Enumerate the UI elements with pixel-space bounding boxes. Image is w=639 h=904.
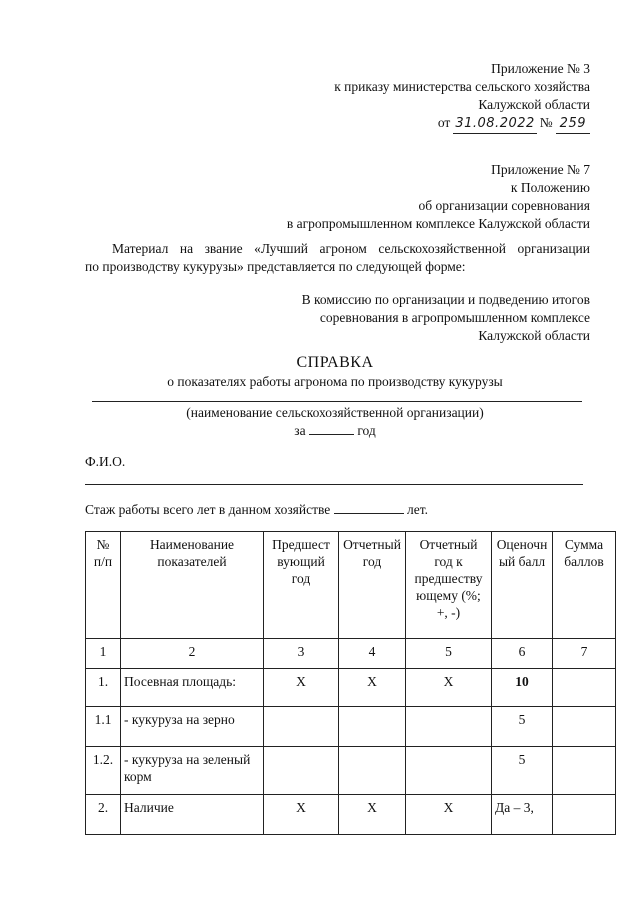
row-ratio	[406, 707, 492, 747]
header-annex-3	[230, 60, 590, 134]
annex7-title: Приложение № 7	[491, 162, 590, 177]
fio-line	[85, 484, 583, 485]
row-score: Да – 3,	[492, 795, 553, 835]
addressee-block	[190, 291, 590, 345]
header-annex-7	[190, 161, 590, 233]
annex3-region-line: Калужской области	[478, 97, 590, 112]
column-number: 4	[339, 639, 406, 669]
table-row	[86, 747, 616, 795]
row-previous: X	[264, 669, 339, 707]
column-number-row	[86, 639, 616, 669]
year-blank	[309, 434, 354, 435]
annex7-complex: в агропромышленном комплексе Калужской области	[286, 216, 590, 231]
org-name-line	[92, 401, 582, 402]
intro-line-2: по производству кукурузы» представляется по следующей форме:	[85, 259, 466, 274]
addressee-line-1: В комиссию по организации и подведению итогов	[301, 292, 590, 307]
header-reporting-year: Отчетный год	[339, 532, 406, 639]
row-current	[339, 747, 406, 795]
document-title	[85, 353, 585, 391]
indicators-table	[85, 531, 616, 835]
experience-line	[85, 502, 428, 518]
row-score: 5	[492, 747, 553, 795]
row-ratio	[406, 747, 492, 795]
row-indicator: Наличие	[121, 795, 264, 835]
header-previous-year: Предшест вующий год	[264, 532, 339, 639]
title-sub: о показателях работы агронома по производству кукурузы	[167, 374, 503, 389]
column-number: 2	[121, 639, 264, 669]
org-caption-text: (наименование сельскохозяйственной организации)	[186, 405, 484, 420]
row-current	[339, 707, 406, 747]
annex7-regulation: к Положению	[510, 180, 590, 195]
column-number: 7	[553, 639, 616, 669]
row-ratio: X	[406, 669, 492, 707]
row-previous	[264, 747, 339, 795]
addressee-line-2: соревнования в агропромышленном комплексе	[319, 310, 590, 325]
column-number: 6	[492, 639, 553, 669]
intro-line-1: Материал на звание «Лучший агроном сельскохозяйственной организации	[112, 241, 590, 256]
annex3-title: Приложение № 3	[491, 61, 590, 76]
row-previous	[264, 707, 339, 747]
experience-suffix: лет.	[407, 502, 429, 517]
handwritten-number: 259	[556, 115, 590, 134]
table-header-row	[86, 532, 616, 639]
row-sum	[553, 747, 616, 795]
row-sum	[553, 707, 616, 747]
row-current: X	[339, 669, 406, 707]
handwritten-date: 31.08.2022	[453, 115, 536, 134]
annex7-competition: об организации соревнования	[418, 198, 590, 213]
row-indicator: Посевная площадь:	[121, 669, 264, 707]
row-number: 1.	[86, 669, 121, 707]
title-main: СПРАВКА	[296, 354, 374, 371]
intro-paragraph	[85, 240, 590, 276]
column-number: 5	[406, 639, 492, 669]
row-number: 2.	[86, 795, 121, 835]
experience-prefix: Стаж работы всего лет в данном хозяйстве	[85, 502, 331, 517]
row-ratio: X	[406, 795, 492, 835]
header-score: Оценочн ый балл	[492, 532, 553, 639]
from-label: от	[437, 115, 451, 130]
addressee-line-3: Калужской области	[478, 328, 590, 343]
row-number: 1.2.	[86, 747, 121, 795]
row-sum	[553, 669, 616, 707]
experience-blank	[334, 513, 404, 514]
table-row	[86, 707, 616, 747]
header-indicator-name: Наименование показателей	[121, 532, 264, 639]
table-row	[86, 795, 616, 835]
row-sum	[553, 795, 616, 835]
header-sum: Сумма баллов	[553, 532, 616, 639]
row-current: X	[339, 795, 406, 835]
year-line	[85, 422, 585, 440]
row-indicator: - кукуруза на зерно	[121, 707, 264, 747]
column-number: 3	[264, 639, 339, 669]
row-indicator: - кукуруза на зеленый корм	[121, 747, 264, 795]
row-number: 1.1	[86, 707, 121, 747]
row-score: 5	[492, 707, 553, 747]
row-score: 10	[492, 669, 553, 707]
header-number: № п/п	[86, 532, 121, 639]
org-caption	[85, 404, 585, 440]
column-number: 1	[86, 639, 121, 669]
header-ratio: Отчетный год к предшеству ющему (%; +, -)	[406, 532, 492, 639]
annex3-order-line: к приказу министерства сельского хозяйства	[334, 79, 590, 94]
annex3-date-line	[230, 114, 590, 134]
fio-label: Ф.И.О.	[85, 454, 126, 469]
row-previous: X	[264, 795, 339, 835]
za-label: за	[294, 423, 306, 438]
table-row	[86, 669, 616, 707]
god-label: год	[357, 423, 376, 438]
number-sign: №	[539, 115, 553, 130]
